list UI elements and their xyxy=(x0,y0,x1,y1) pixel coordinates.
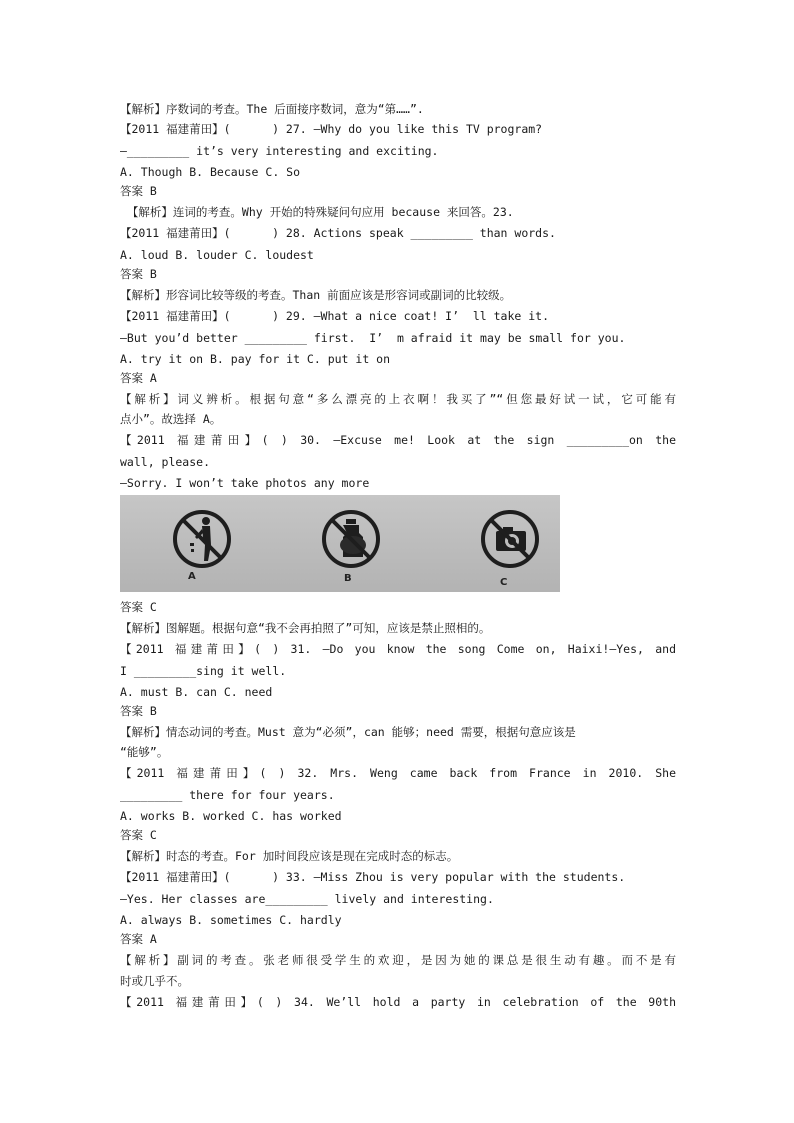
text-line: 【2011 福建莆田】( ) 34. We’ll hold a party in celebration of the 90th xyxy=(120,995,676,1009)
text-line: 【解析】序数词的考查。The 后面接序数词，意为“第……”. xyxy=(120,102,424,116)
text-line: 【2011 福建莆田】( ) 31. —Do you know the song Come on, Haixi!—Yes, and xyxy=(120,642,676,656)
text-line: _________ there for four years. xyxy=(120,788,335,802)
text-line: 【2011 福建莆田】( ) 30. —Excuse me! Look at the sign _________on the xyxy=(120,433,676,447)
text-line: —_________ it’s very interesting and exciting. xyxy=(120,144,439,158)
text-line: 【2011 福建莆田】( ) 32. Mrs. Weng came back from France in 2010. She xyxy=(120,766,676,780)
text-line: 【解析】情态动词的考查。Must 意为“必须”，can 能够；need 需要，根据句意应该是 xyxy=(120,725,576,739)
text-line: 答案 B xyxy=(120,704,157,718)
text-line: 【解析】图解题。根据句意“我不会再拍照了”可知，应该是禁止照相的。 xyxy=(120,621,491,635)
text-line: 【2011 福建莆田】( ) 29. —What a nice coat! I’ ll take it. xyxy=(120,309,550,323)
sign-options-figure xyxy=(120,495,560,592)
text-line: 【解析】形容词比较等级的考查。Than 前面应该是形容词或副词的比较级。 xyxy=(120,288,512,302)
text-line: 答案 B xyxy=(120,267,157,281)
text-line: 【解析】连词的考查。Why 开始的特殊疑问句应用 because 来回答。23. xyxy=(120,205,514,219)
text-line: 时或几乎不。 xyxy=(120,974,189,988)
text-line: 答案 C xyxy=(120,600,157,614)
text-line: A. must B. can C. need xyxy=(120,685,273,699)
no-drinking-sign-icon xyxy=(313,503,389,579)
text-line: 答案 A xyxy=(120,932,157,946)
text-line: A. try it on B. pay for it C. put it on xyxy=(120,352,391,366)
text-line: 点小”。故选择 A。 xyxy=(120,412,222,426)
text-line: —But you’d better _________ first. I’ m afraid it may be small for you. xyxy=(120,331,626,345)
text-line: 【2011 福建莆田】( ) 27. —Why do you like this TV program? xyxy=(120,122,543,136)
no-camera-sign-icon xyxy=(472,503,548,579)
text-line: 答案 C xyxy=(120,828,157,842)
text-line: 【2011 福建莆田】( ) 28. Actions speak _________ than words. xyxy=(120,226,556,240)
text-line: A. loud B. louder C. loudest xyxy=(120,248,314,262)
text-line: 答案 B xyxy=(120,184,157,198)
text-line: A. Though B. Because C. So xyxy=(120,165,301,179)
text-line: 答案 A xyxy=(120,371,157,385)
text-line: —Sorry. I won’t take photos any more xyxy=(120,476,370,490)
option-a-label: A xyxy=(188,571,196,582)
text-line: 【解析】时态的考查。For 加时间段应该是现在完成时态的标志。 xyxy=(120,849,459,863)
option-b-label: B xyxy=(344,573,352,584)
text-line: I _________sing it well. xyxy=(120,664,287,678)
text-line: 【解析】词义辨析。根据句意“多么漂亮的上衣啊！我买了”“但您最好试一试，它可能有 xyxy=(120,392,676,406)
text-line: A. works B. worked C. has worked xyxy=(120,809,342,823)
text-line: —Yes. Her classes are_________ lively and interesting. xyxy=(120,892,494,906)
text-line: wall, please. xyxy=(120,455,211,469)
text-line: 【2011 福建莆田】( ) 33. —Miss Zhou is very popular with the students. xyxy=(120,870,626,884)
option-c-label: C xyxy=(500,577,508,588)
no-littering-sign-icon xyxy=(164,503,240,579)
text-line: A. always B. sometimes C. hardly xyxy=(120,913,342,927)
text-line: 【解析】副词的考查。张老师很受学生的欢迎，是因为她的课总是很生动有趣。而不是有 xyxy=(120,953,676,967)
text-line: “能够”。 xyxy=(120,745,169,759)
